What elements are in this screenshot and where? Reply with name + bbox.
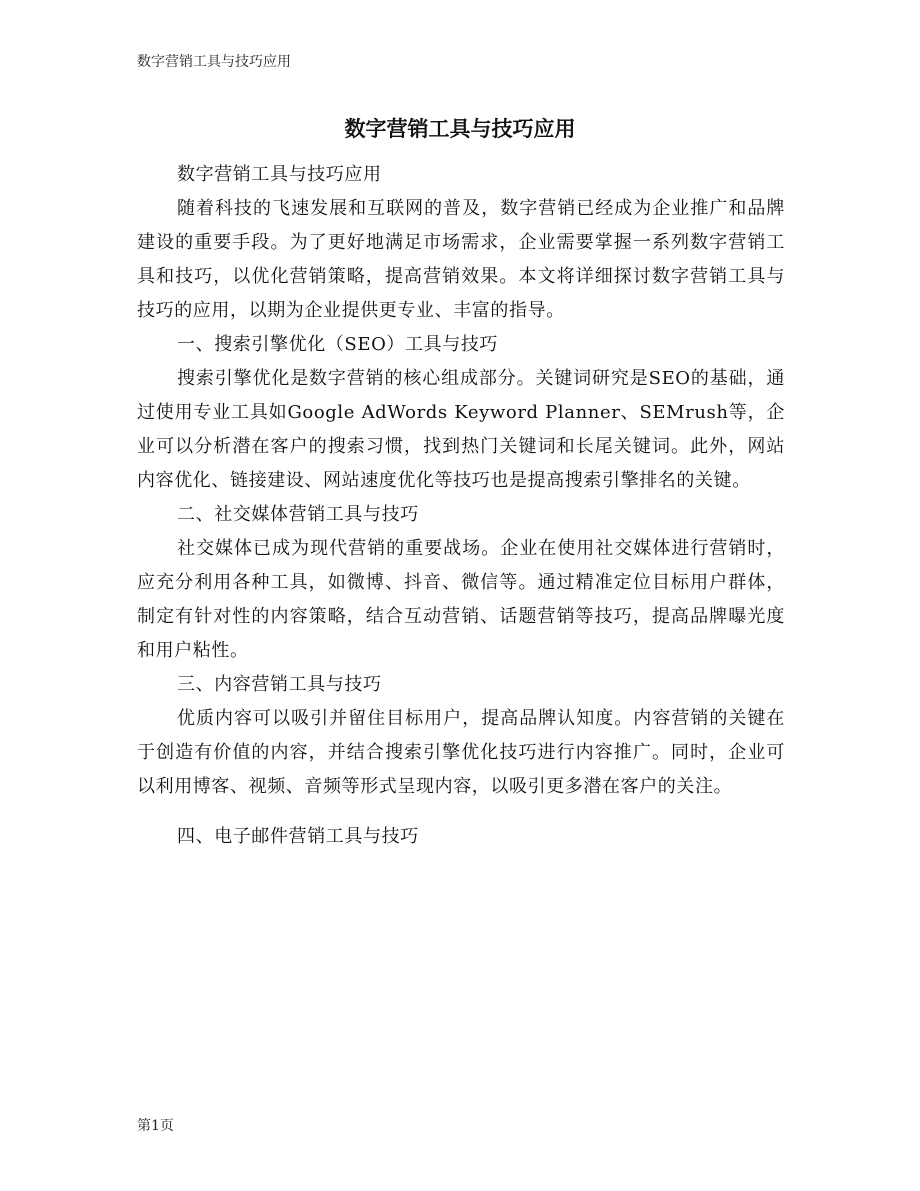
- social-paragraph: 社交媒体已成为现代营销的重要战场。企业在使用社交媒体进行营销时，应充分利用各种工具，如微博、抖音、微信等。通过精准定位目标用户群体，制定有针对性的内容策略，结合互动营销、话题营销等技巧，提高品牌曝光度和用户粘性。: [137, 538, 785, 661]
- document-title: 数字营销工具与技巧应用: [344, 117, 576, 141]
- running-header: 数字营销工具与技巧应用: [137, 54, 291, 70]
- section-heading-seo: 一、搜索引擎优化（SEO）工具与技巧: [177, 334, 499, 355]
- document-body: [137, 158, 785, 854]
- intro-paragraph: 随着科技的飞速发展和互联网的普及，数字营销已经成为企业推广和品牌建设的重要手段。为了更好地满足市场需求，企业需要掌握一系列数字营销工具和技巧，以优化营销策略，提高营销效果。本文将详细探讨数字营销工具与技巧的应用，以期为企业提供更专业、丰富的指导。: [137, 198, 785, 321]
- section-heading-email: 四、电子邮件营销工具与技巧: [177, 826, 419, 847]
- section-heading-content: 三、内容营销工具与技巧: [177, 674, 382, 695]
- content-paragraph: 优质内容可以吸引并留住目标用户，提高品牌认知度。内容营销的关键在于创造有价值的内容，并结合搜索引擎优化技巧进行内容推广。同时，企业可以利用博客、视频、音频等形式呈现内容，以吸引更多潜在客户的关注。: [137, 708, 785, 797]
- section-heading-social: 二、社交媒体营销工具与技巧: [177, 504, 419, 525]
- seo-paragraph: 搜索引擎优化是数字营销的核心组成部分。关键词研究是SEO的基础，通过使用专业工具如Google AdWords Keyword Planner、SEMrush等，企业可以分析潜在客户的搜索习惯，找到热门关键词和长尾关键词。此外，网站内容优化、链接建设、网站速度优化等技巧也是提高搜索引擎排名的关键。: [137, 368, 785, 491]
- subtitle-paragraph: 数字营销工具与技巧应用: [177, 164, 382, 185]
- page-number: 第1页: [137, 1118, 174, 1134]
